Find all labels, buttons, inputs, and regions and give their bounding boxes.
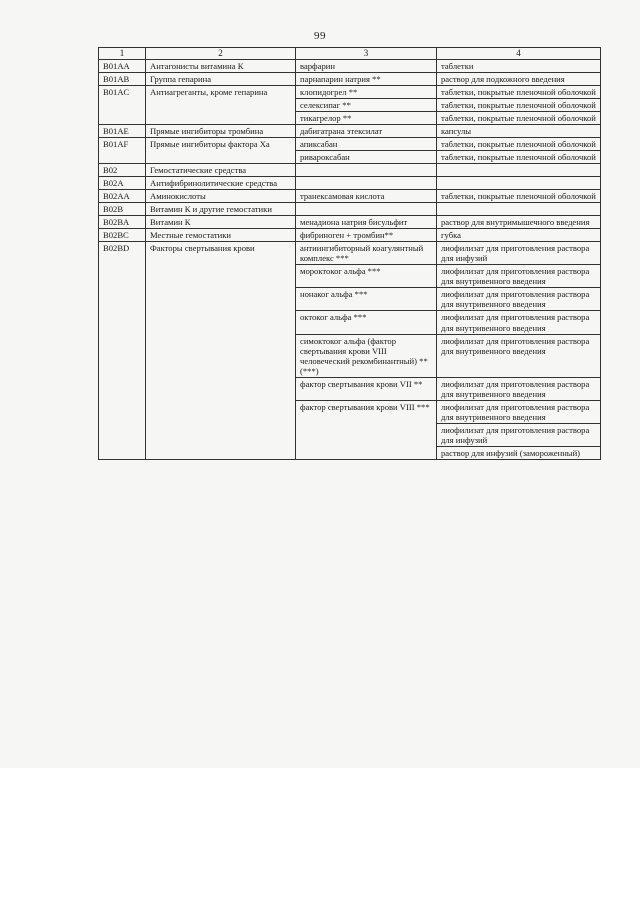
drug-cell: селексипаг ** [296,98,437,111]
drug-cell: парнапарин натрия ** [296,72,437,85]
table-row [99,72,601,85]
table-row [99,203,601,216]
atc-code-cell: B02A [99,176,146,189]
table-header-row [99,48,601,60]
table-row [99,85,601,98]
atc-code-cell: B02B [99,203,146,216]
drug-cell: тикагрелор ** [296,111,437,124]
drug-cell: клопидогрел ** [296,85,437,98]
table-row [99,176,601,189]
form-cell: таблетки [437,59,601,72]
form-cell: раствор для инфузий (замороженный) [437,447,601,460]
table-row [99,124,601,137]
atc-code-cell: B02 [99,163,146,176]
column-header: 4 [437,48,601,60]
drug-cell [296,163,437,176]
group-cell: Прямые ингибиторы тромбина [146,124,296,137]
form-cell: раствор для подкожного введения [437,72,601,85]
drug-cell: ривароксабан [296,150,437,163]
column-header: 3 [296,48,437,60]
group-cell: Факторы свертывания крови [146,242,296,460]
drug-cell: антиингибиторный коагулянтный комплекс *** [296,242,437,265]
table-row [99,242,601,265]
form-cell: лиофилизат для приготовления раствора для внутривенного введения [437,377,601,400]
form-cell: губка [437,229,601,242]
group-cell: Аминокислоты [146,189,296,202]
form-cell: раствор для внутримышечного введения [437,216,601,229]
drug-cell [296,203,437,216]
form-cell: таблетки, покрытые пленочной оболочкой [437,98,601,111]
column-header: 2 [146,48,296,60]
table-row [99,229,601,242]
drug-cell: фактор свертывания крови VII ** [296,377,437,400]
drug-cell: мороктоког альфа *** [296,265,437,288]
drug-cell: апиксабан [296,137,437,150]
form-cell [437,176,601,189]
drug-cell: транексамовая кислота [296,189,437,202]
form-cell: таблетки, покрытые пленочной оболочкой [437,111,601,124]
atc-code-cell: B01AE [99,124,146,137]
drug-cell: дабигатрана этексилат [296,124,437,137]
drug-cell: октоког альфа *** [296,311,437,334]
group-cell: Местные гемостатики [146,229,296,242]
blank-margin [0,768,640,905]
form-cell: таблетки, покрытые пленочной оболочкой [437,150,601,163]
form-cell: таблетки, покрытые пленочной оболочкой [437,137,601,150]
table-row [99,137,601,150]
atc-code-cell: B02BD [99,242,146,460]
group-cell: Гемостатические средства [146,163,296,176]
atc-code-cell: B02BC [99,229,146,242]
table-row [99,216,601,229]
group-cell: Антифибринолитические средства [146,176,296,189]
page-number: 99 [314,30,326,42]
form-cell: таблетки, покрытые пленочной оболочкой [437,85,601,98]
group-cell: Витамин К и другие гемостатики [146,203,296,216]
drug-cell: менадиона натрия бисульфит [296,216,437,229]
form-cell: лиофилизат для приготовления раствора для внутривенного введения [437,265,601,288]
form-cell: лиофилизат для приготовления раствора для инфузий [437,423,601,446]
group-cell: Прямые ингибиторы фактора Ха [146,137,296,163]
drug-table [98,47,601,460]
form-cell: лиофилизат для приготовления раствора для внутривенного введения [437,400,601,423]
group-cell: Витамин К [146,216,296,229]
drug-cell [296,176,437,189]
drug-cell: фибриноген + тромбин** [296,229,437,242]
atc-code-cell: B01AF [99,137,146,163]
column-header: 1 [99,48,146,60]
form-cell: таблетки, покрытые пленочной оболочкой [437,189,601,202]
form-cell: лиофилизат для приготовления раствора для внутривенного введения [437,311,601,334]
form-cell: капсулы [437,124,601,137]
form-cell [437,163,601,176]
drug-cell: варфарин [296,59,437,72]
atc-code-cell: B02BA [99,216,146,229]
form-cell [437,203,601,216]
form-cell: лиофилизат для приготовления раствора для инфузий [437,242,601,265]
drug-cell: нонаког альфа *** [296,288,437,311]
drug-cell: симоктоког альфа (фактор свертывания крови VIII человеческий рекомбинантный) ** (***) [296,334,437,377]
form-cell: лиофилизат для приготовления раствора для внутривенного введения [437,288,601,311]
atc-code-cell: B01AA [99,59,146,72]
table-row [99,59,601,72]
table-row [99,189,601,202]
atc-code-cell: B01AC [99,85,146,124]
atc-code-cell: B02AA [99,189,146,202]
drug-cell: фактор свертывания крови VIII *** [296,400,437,459]
group-cell: Антагонисты витамина К [146,59,296,72]
table-row [99,163,601,176]
form-cell: лиофилизат для приготовления раствора для внутривенного введения [437,334,601,377]
group-cell: Группа гепарина [146,72,296,85]
atc-code-cell: B01AB [99,72,146,85]
group-cell: Антиагреганты, кроме гепарина [146,85,296,124]
